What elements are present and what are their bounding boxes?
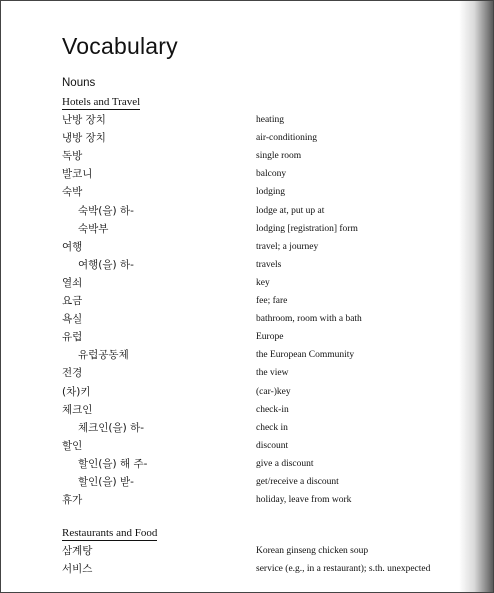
korean-term: 욕실 [62, 313, 83, 326]
english-gloss: get/receive a discount [256, 477, 339, 487]
vocab-entry [1, 149, 461, 167]
vocab-entry [1, 113, 461, 131]
korean-term: 독방 [62, 150, 83, 163]
korean-term: 여행 [62, 240, 83, 253]
vocab-entry [1, 366, 461, 384]
vocab-entry [1, 312, 461, 330]
korean-term: 체크인(을) 하- [78, 421, 145, 434]
english-gloss: key [256, 277, 270, 288]
vocab-entry [1, 222, 461, 240]
korean-term: 요금 [62, 295, 83, 307]
english-gloss: (car-)key [256, 386, 291, 397]
english-gloss: fee; fare [256, 296, 288, 306]
korean-term: 숙박 [62, 186, 83, 199]
english-gloss: lodge at, put up at [256, 205, 325, 216]
korean-term: 숙박(을) 하- [78, 204, 134, 217]
vocab-entry [1, 185, 461, 203]
korean-term: 유럽공동체 [78, 349, 129, 362]
korean-term: 냉방 장치 [62, 132, 106, 145]
korean-term: 할인(을) 받- [78, 476, 134, 488]
vocab-entry [1, 258, 461, 276]
page-title: Vocabulary [62, 33, 178, 59]
korean-term: 난방 장치 [62, 114, 106, 126]
english-gloss: Europe [256, 332, 284, 343]
english-gloss: single room [256, 151, 302, 162]
vocab-entry [1, 544, 461, 562]
english-gloss: heating [256, 115, 284, 125]
vocab-entry [1, 385, 461, 403]
english-gloss: the European Community [256, 350, 355, 361]
korean-term: 서비스 [62, 563, 93, 576]
english-gloss: lodging [256, 187, 286, 198]
korean-term: 유럽 [62, 331, 83, 344]
korean-term: 체크인 [62, 403, 93, 416]
vocab-entry [1, 240, 461, 258]
english-gloss: check in [256, 422, 288, 433]
english-gloss: Korean ginseng chicken soup [256, 546, 369, 556]
vocab-entry [1, 204, 461, 222]
english-gloss: check-in [256, 404, 289, 415]
korean-term: 숙박부 [78, 222, 109, 235]
english-gloss: give a discount [256, 458, 314, 469]
part-of-speech-heading: Nouns [62, 77, 96, 89]
english-gloss: discount [256, 440, 289, 451]
english-gloss: the view [256, 368, 289, 379]
vocab-entry [1, 348, 461, 366]
vocab-entry [1, 167, 461, 185]
english-gloss: travels [256, 259, 282, 270]
vocab-entry [1, 562, 461, 580]
english-gloss: air-conditioning [256, 133, 318, 144]
vocab-entry [1, 493, 461, 511]
vocab-entry [1, 276, 461, 294]
korean-term: 발코니 [62, 168, 93, 181]
korean-term: 삼계탕 [62, 545, 93, 557]
section-heading: Hotels and Travel [62, 96, 141, 108]
vocab-entry [1, 294, 461, 312]
vocab-entry [1, 421, 461, 439]
korean-term: 할인 [62, 439, 83, 452]
page-binding-shadow [459, 1, 493, 592]
section-heading: Restaurants and Food [62, 527, 158, 539]
english-gloss: travel; a journey [256, 241, 319, 252]
korean-term: 여행(을) 하- [78, 258, 134, 271]
english-gloss: holiday, leave from work [256, 495, 352, 506]
english-gloss: bathroom, room with a bath [256, 314, 362, 325]
korean-term: (차)키 [62, 385, 91, 398]
vocab-entry [1, 475, 461, 493]
korean-term: 휴가 [62, 494, 83, 507]
english-gloss: service (e.g., in a restaurant); s.th. unexpected [256, 564, 431, 575]
english-gloss: balcony [256, 169, 287, 180]
vocab-entry [1, 457, 461, 475]
korean-term: 할인(을) 해 주- [78, 457, 148, 470]
vocab-entry [1, 403, 461, 421]
vocab-entry [1, 131, 461, 149]
vocab-entry [1, 330, 461, 348]
vocab-entry [1, 439, 461, 457]
korean-term: 전경 [62, 367, 83, 380]
korean-term: 열쇠 [62, 276, 83, 289]
english-gloss: lodging [registration] form [256, 223, 358, 234]
